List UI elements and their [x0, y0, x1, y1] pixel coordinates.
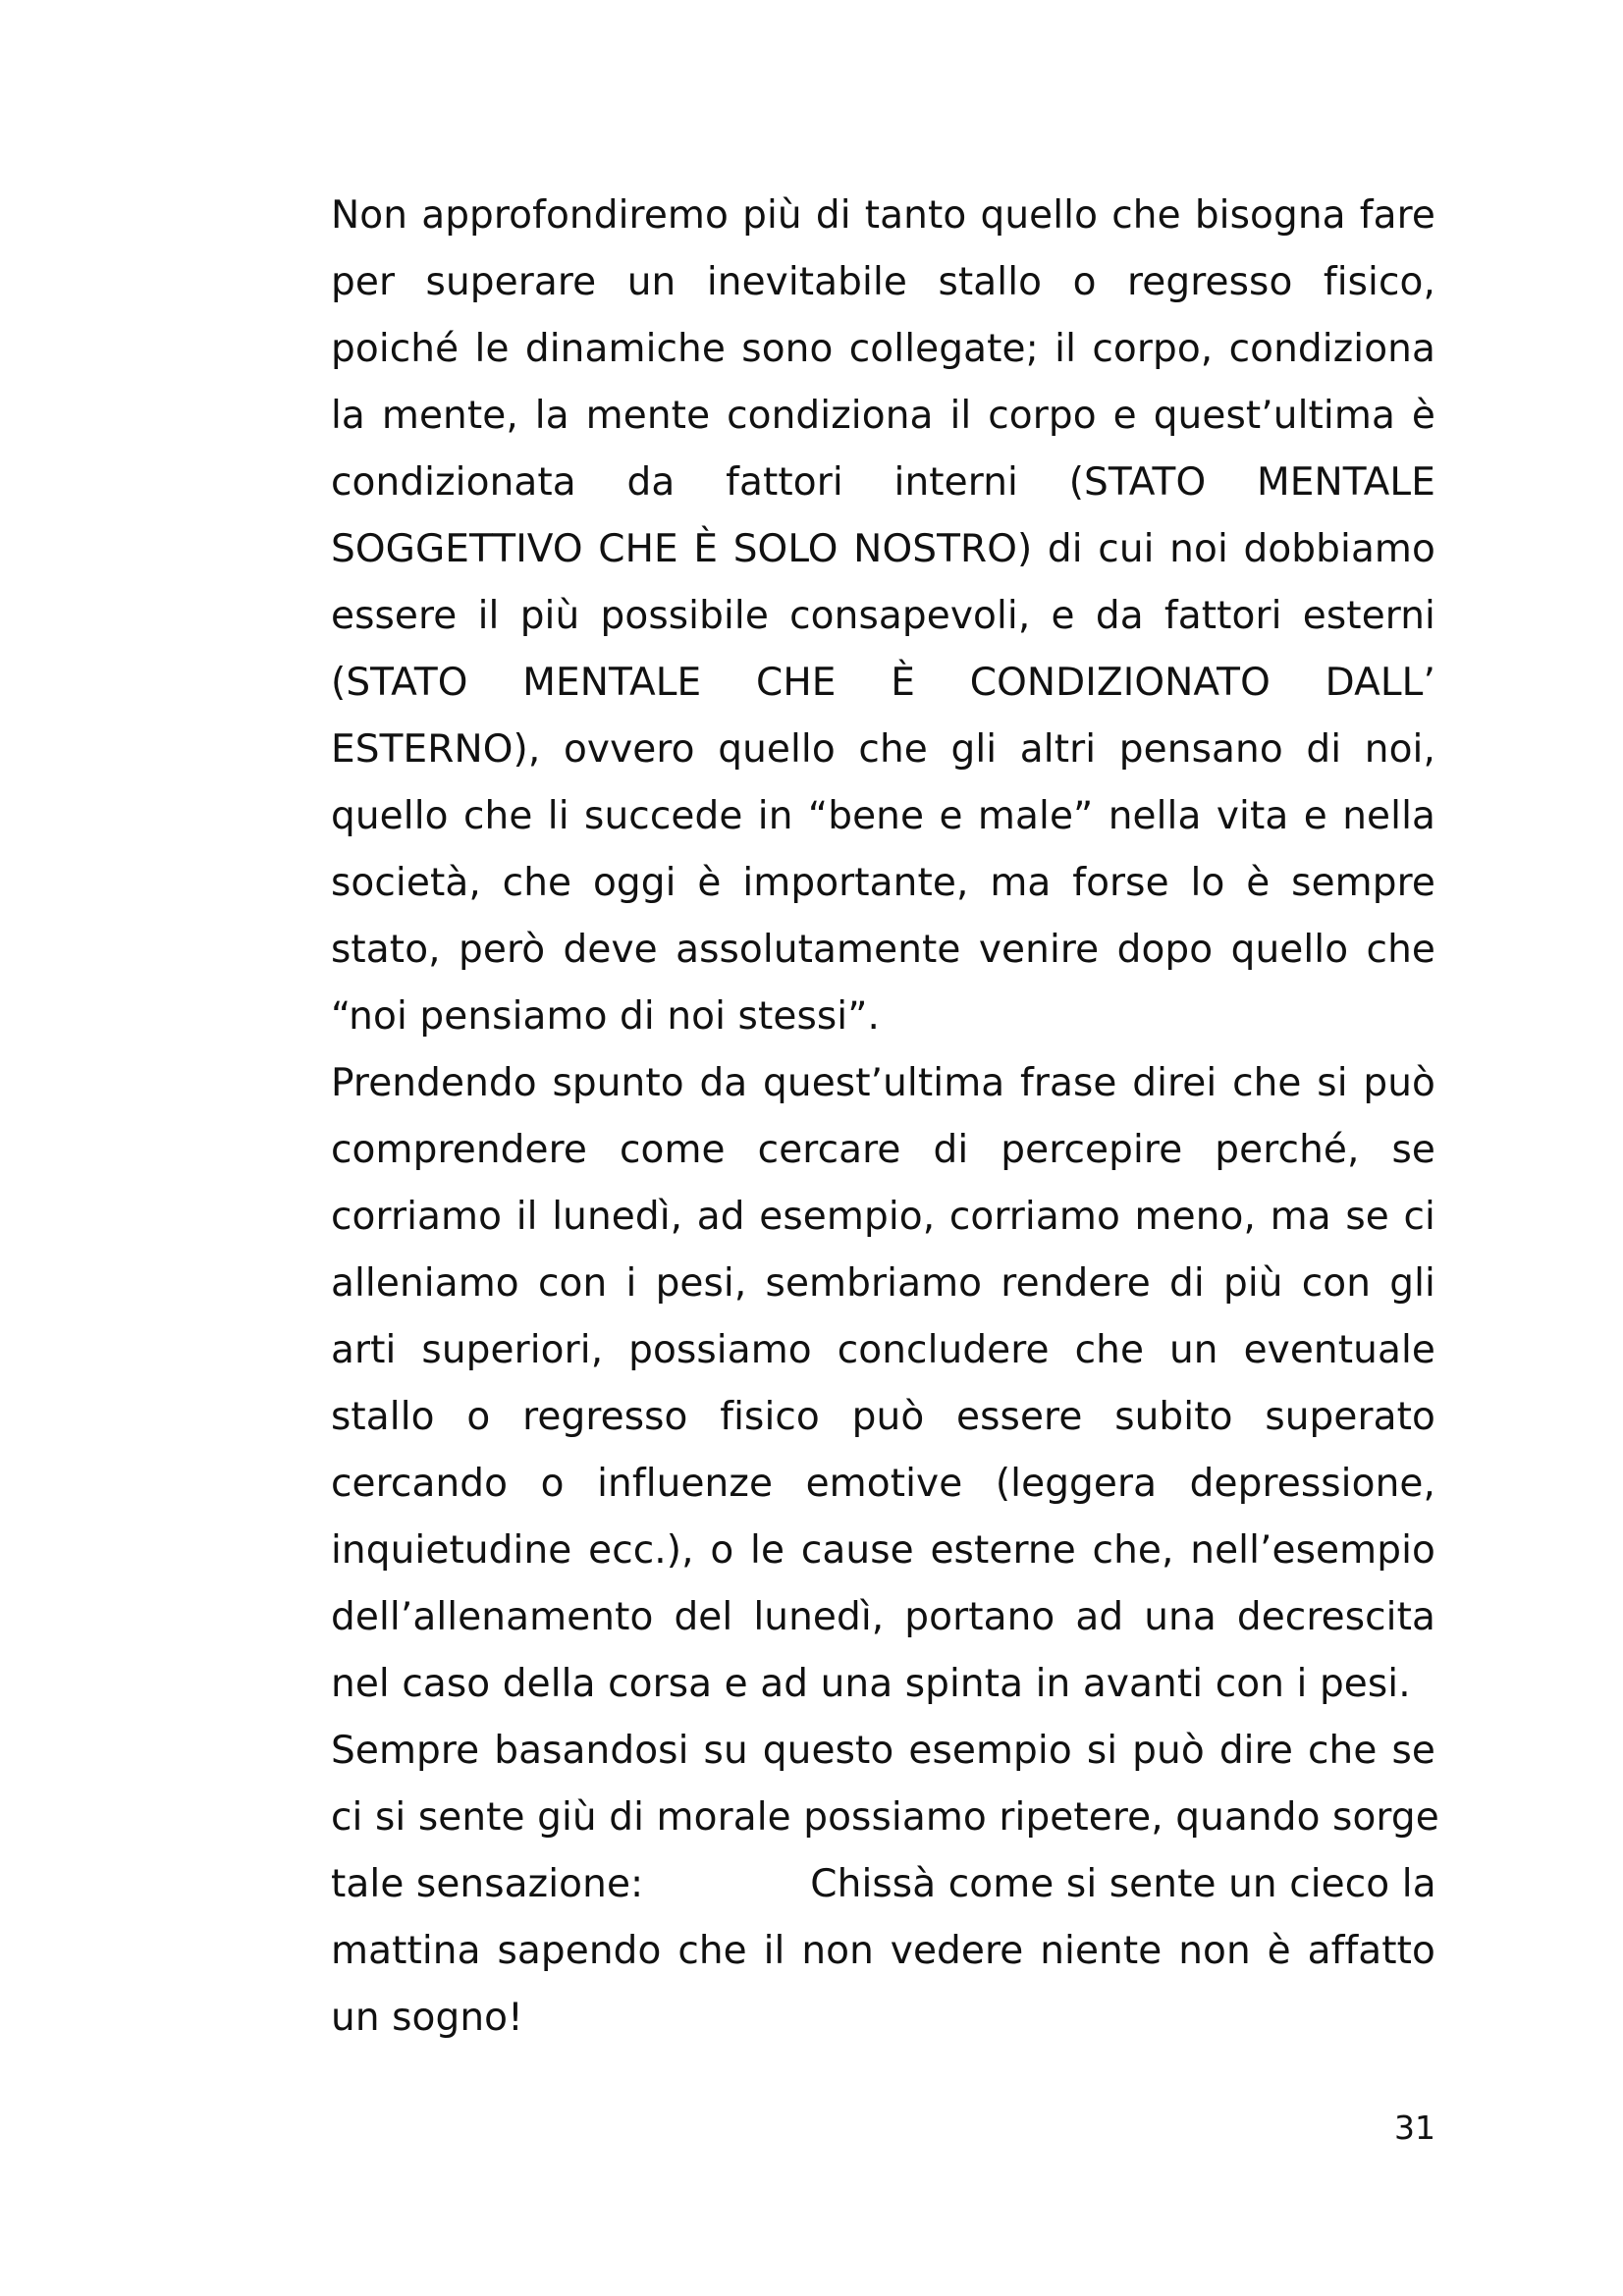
text-line: quello che li succede in “bene e male” nella vita e nella	[331, 794, 1435, 838]
text-line: essere il più possibile consapevoli, e da fattori esterni	[331, 594, 1435, 638]
text-line: ESTERNO), ovvero quello che gli altri pensano di noi,	[331, 727, 1435, 772]
text-line: stato, però deve assolutamente venire dopo quello che	[331, 928, 1435, 972]
text-line: la mente, la mente condiziona il corpo e quest’ultima è	[331, 394, 1435, 438]
text-segment: tale sensazione:	[331, 1862, 644, 1906]
text-line: un sogno!	[331, 1996, 523, 2040]
text-line-with-tab	[331, 1851, 1435, 1918]
text-line: Sempre basandosi su questo esempio si può dire che se	[331, 1729, 1435, 1773]
text-line: dell’allenamento del lunedì, portano ad una decrescita	[331, 1595, 1435, 1639]
text-line: ci si sente giù di morale possiamo ripetere, quando sorge	[331, 1795, 1439, 1840]
text-line: poiché le dinamiche sono collegate; il corpo, condiziona	[331, 327, 1435, 371]
text-segment: Chissà come si sente un cieco la	[810, 1862, 1436, 1906]
text-line: comprendere come cercare di percepire perché, se	[331, 1128, 1435, 1172]
text-line: SOGGETTIVO CHE È SOLO NOSTRO) di cui noi dobbiamo	[331, 527, 1435, 571]
text-line: condizionata da fattori interni (STATO MENTALE	[331, 460, 1435, 505]
text-line: Non approfondiremo più di tanto quello che bisogna fare	[331, 193, 1435, 238]
text-line: alleniamo con i pesi, sembriamo rendere di più con gli	[331, 1261, 1435, 1306]
text-line: “noi pensiamo di noi stessi”.	[331, 994, 881, 1039]
text-line: mattina sapendo che il non vedere niente non è affatto	[331, 1929, 1435, 1973]
page-number: 31	[1394, 2109, 1435, 2147]
text-line: società, che oggi è importante, ma forse lo è sempre	[331, 861, 1435, 905]
text-line: inquietudine ecc.), o le cause esterne che, nell’esempio	[331, 1528, 1435, 1573]
text-line: per superare un inevitabile stallo o regresso fisico,	[331, 260, 1435, 304]
text-line: (STATO MENTALE CHE È CONDIZIONATO DALL’	[331, 661, 1435, 705]
text-line: cercando o influenze emotive (leggera depressione,	[331, 1462, 1435, 1506]
text-line: stallo o regresso fisico può essere subito superato	[331, 1395, 1435, 1439]
text-line: corriamo il lunedì, ad esempio, corriamo meno, ma se ci	[331, 1195, 1435, 1239]
text-line: Prendendo spunto da quest’ultima frase direi che si può	[331, 1061, 1435, 1105]
text-line: arti superiori, possiamo concludere che un eventuale	[331, 1328, 1435, 1372]
text-line: nel caso della corsa e ad una spinta in avanti con i pesi.	[331, 1662, 1411, 1706]
